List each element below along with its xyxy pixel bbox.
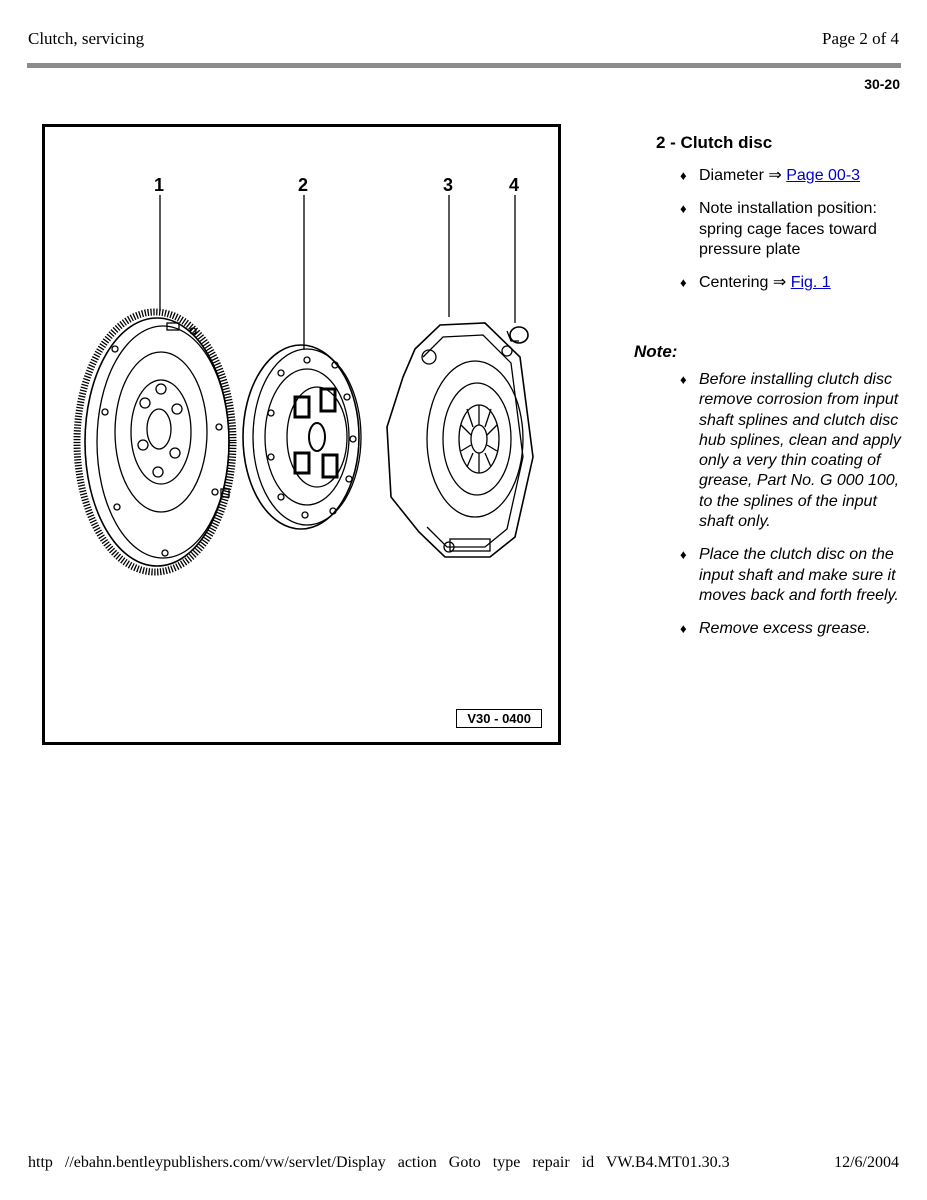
flywheel-part bbox=[77, 312, 233, 572]
page-number: Page 2 of 4 bbox=[822, 29, 899, 48]
arrow-icon: ⇒ bbox=[772, 274, 787, 292]
note-list bbox=[679, 370, 909, 653]
clutch-components-drawing bbox=[45, 127, 558, 742]
pressure-plate-part bbox=[387, 323, 533, 557]
arrow-icon: ⇒ bbox=[768, 167, 782, 184]
callout-4: 4 bbox=[509, 175, 520, 195]
print-date: 12/6/2004 bbox=[834, 1154, 899, 1171]
list-item: ♦ Centering ⇒ Fig. 1 bbox=[679, 273, 909, 293]
clutch-disc-part bbox=[243, 345, 361, 529]
exploded-view-figure bbox=[42, 124, 561, 745]
clutch-disc-specs bbox=[679, 166, 909, 306]
section-code: 30-20 bbox=[864, 76, 900, 92]
note-heading: Note: bbox=[634, 342, 678, 361]
page-title: Clutch, servicing bbox=[28, 29, 145, 48]
section-title: 2 - Clutch disc bbox=[656, 133, 773, 152]
source-url: http //ebahn.bentleypublishers.com/vw/servlet/Display action Goto type repair id VW.B4.MT01.30.3 bbox=[28, 1154, 730, 1171]
page-00-3-link[interactable]: Page 00-3 bbox=[786, 167, 861, 184]
diamond-bullet-icon: ♦ bbox=[680, 621, 687, 637]
header-divider bbox=[27, 63, 901, 68]
list-item: ♦ Note installation position: spring cage faces toward pressure plate bbox=[680, 200, 877, 258]
fig-1-link[interactable]: Fig. 1 bbox=[790, 274, 831, 292]
diamond-bullet-icon: ♦ bbox=[680, 372, 687, 387]
diamond-bullet-icon: ♦ bbox=[680, 201, 687, 217]
list-item: ♦ Before installing clutch disc remove corrosion from input shaft splines and clutch disc hub splines, clean and apply only a very thin coating of grease, Part No. G 000 100, to the splines of the input shaft only. bbox=[680, 371, 901, 531]
callout-2: 2 bbox=[298, 175, 309, 195]
list-item: ♦ Place the clutch disc on the input shaft and make sure it moves back and forth freely. bbox=[680, 546, 899, 604]
list-item: ♦ Remove excess grease. bbox=[679, 619, 909, 639]
bolt-part bbox=[507, 327, 528, 343]
callout-3: 3 bbox=[443, 175, 454, 195]
figure-label: V30 - 0400 bbox=[456, 709, 542, 728]
callout-1: 1 bbox=[154, 175, 165, 195]
list-item: ♦ Diameter ⇒ Page 00-3 bbox=[679, 166, 909, 186]
diamond-bullet-icon: ♦ bbox=[680, 547, 687, 563]
diamond-bullet-icon: ♦ bbox=[680, 275, 687, 291]
diamond-bullet-icon: ♦ bbox=[680, 168, 687, 183]
